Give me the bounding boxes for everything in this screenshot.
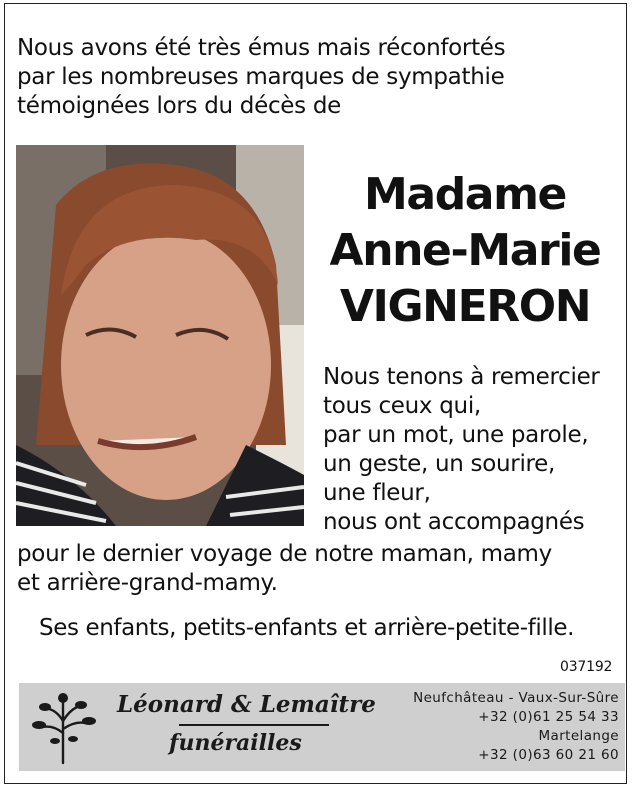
intro-line: témoignées lors du décès de bbox=[17, 93, 341, 119]
brand-divider bbox=[179, 724, 329, 726]
voyage-line: pour le dernier voyage de notre maman, mamy bbox=[17, 541, 552, 567]
thanks-line: par un mot, une parole, bbox=[323, 422, 589, 448]
tree-icon bbox=[25, 689, 101, 765]
voyage-text bbox=[17, 540, 552, 598]
voyage-line: et arrière-grand-mamy. bbox=[17, 570, 278, 596]
funeral-home-contacts bbox=[413, 689, 619, 765]
notice-frame bbox=[4, 3, 627, 784]
intro-text bbox=[17, 34, 577, 121]
family-signature: Ses enfants, petits-enfants et arrière-petite-fille. bbox=[39, 615, 575, 641]
thanks-text bbox=[323, 363, 600, 537]
reference-number: 037192 bbox=[560, 659, 613, 675]
intro-line: Nous avons été très émus mais réconfortés bbox=[17, 35, 506, 61]
deceased-name bbox=[305, 167, 625, 335]
contact-locations: Neufchâteau - Vaux-Sur-Sûre bbox=[413, 690, 619, 706]
funeral-home-name: Léonard & Lemaître bbox=[117, 691, 376, 718]
thanks-line: nous ont accompagnés bbox=[323, 509, 585, 535]
thanks-line: tous ceux qui, bbox=[323, 393, 481, 419]
contact-phone: +32 (0)61 25 54 33 bbox=[478, 709, 619, 725]
thanks-line: une fleur, bbox=[323, 480, 431, 506]
funeral-home-subtitle: funérailles bbox=[169, 730, 302, 756]
thanks-line: un geste, un sourire, bbox=[323, 451, 556, 477]
name-first: Anne-Marie bbox=[329, 225, 601, 276]
contact-phone: +32 (0)63 60 21 60 bbox=[478, 747, 619, 763]
name-title: Madame bbox=[364, 169, 566, 220]
name-last: VIGNERON bbox=[339, 281, 591, 332]
contact-location: Martelange bbox=[538, 728, 619, 744]
portrait-photo bbox=[16, 145, 304, 526]
intro-line: par les nombreuses marques de sympathie bbox=[17, 64, 505, 90]
funeral-home-banner bbox=[19, 683, 625, 771]
thanks-line: Nous tenons à remercier bbox=[323, 364, 600, 390]
